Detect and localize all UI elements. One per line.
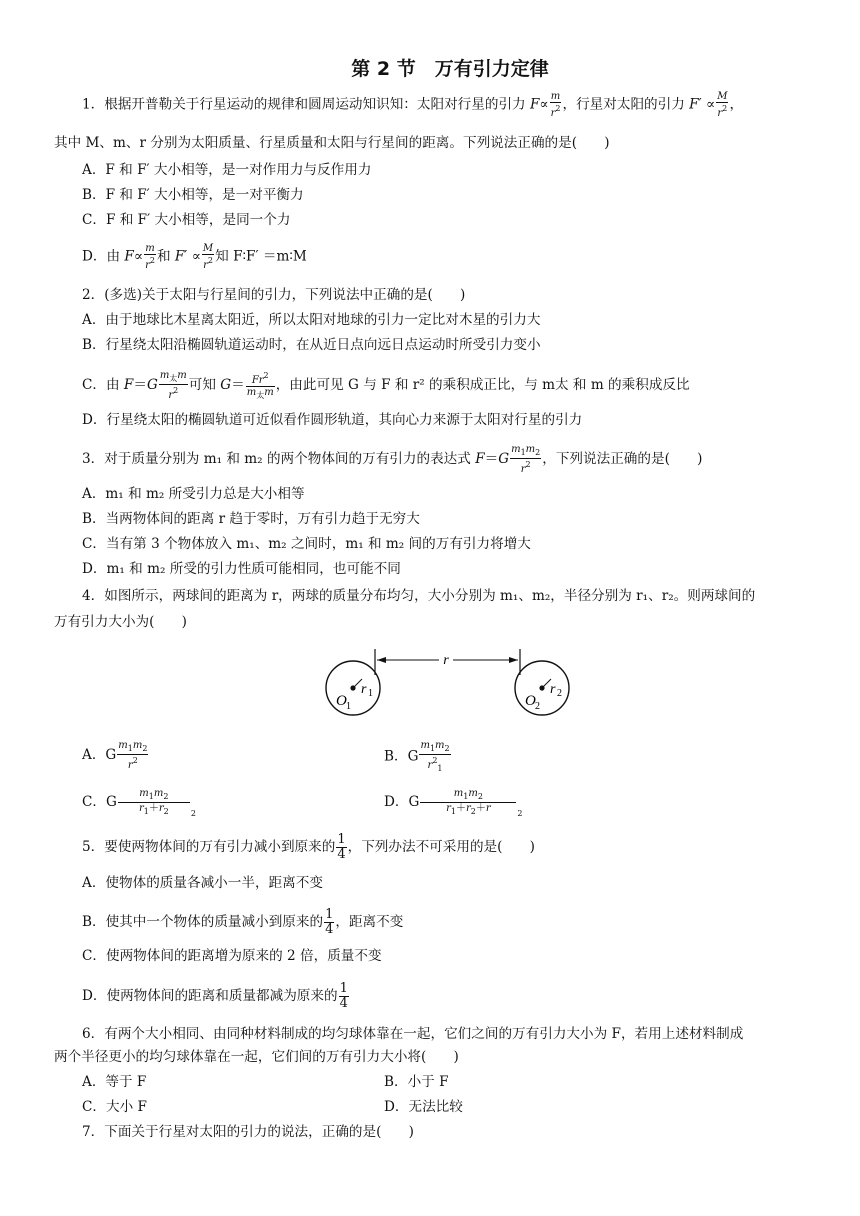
q1-option-d: D．由 F∝ $\frac{m}{r^2}$ 和 F′ ∝ $\frac{M}{r^2}$ 知 F∶F′ ＝m∶M [82,243,307,271]
q3-option-d: D．m₁ 和 m₂ 所受的引力性质可能相同，也可能不同 [82,561,401,577]
q4-option-a: A．G $\frac{m_1m_2}{r^2}$ [82,740,148,771]
q5-option-d: D．使两物体间的距离和质量都减为原来的 $\frac{1}{4}$ [82,981,348,1011]
svg-text:O: O [525,693,536,709]
svg-text:1: 1 [346,701,351,712]
q6-option-c: C．大小 F [82,1099,147,1115]
q1-stem-line1: 1．根据开普勒关于行星运动的规律和圆周运动知识知：太阳对行星的引力 F∝ $\frac{m}{r^2}$ ，行星对太阳的引力 F′ ∝ $\frac{M}{r^2}$ ， [82,91,744,119]
q6-stem-line2: 两个半径更小的均匀球体靠在一起，它们间的万有引力大小将( ) [54,1049,459,1065]
q4-option-d: D．G $\frac{m_1m_2}{r_1+r_2+r}$ $_2$ [384,788,523,818]
svg-text:2: 2 [557,688,562,699]
q7-stem: 7．下面关于行星对太阳的引力的说法，正确的是( ) [82,1124,414,1140]
svg-text:2: 2 [535,701,540,712]
q4-stem-line1: 4．如图所示，两球间的距离为 r，两球的质量分布均匀，大小分别为 m₁、m₂，半径分别为 r₁、r₂。则两球间的 [82,588,756,604]
q6-option-b: B．小于 F [384,1074,449,1090]
q2-stem: 2．(多选)关于太阳与行星间的引力，下列说法中正确的是( ) [82,287,466,303]
q5-option-c: C．使两物体间的距离增为原来的 2 倍，质量不变 [82,948,382,964]
q3-option-a: A．m₁ 和 m₂ 所受引力总是大小相等 [82,486,305,502]
q3-option-c: C．当有第 3 个物体放入 m₁、m₂ 之间时，m₁ 和 m₂ 间的万有引力将增大 [82,536,531,552]
q2-option-d: D．行星绕太阳的椭圆轨道可近似看作圆形轨道，其向心力来源于太阳对行星的引力 [82,412,583,428]
q3-option-b: B．当两物体间的距离 r 趋于零时，万有引力趋于无穷大 [82,511,420,527]
q1-stem-line2: 其中 M、m、r 分别为太阳质量、行星质量和太阳与行星间的距离。下列说法正确的是( ) [54,135,610,151]
q2-option-c: C．由 F＝G $m_太m$ $r^2$ 可知 G＝ Fr$^2$ $m_太m$ ，由此可见 G 与 F 和 r² 的乘积成正比，与 m太 和 m 的乘积成反比 [82,370,690,401]
q6-option-a: A．等于 F [82,1074,147,1090]
q4-stem-line2: 万有引力大小为( ) [54,614,187,630]
q4-option-c: C．G $\frac{m_1m_2}{r_1+r_2}$ $_2$ [82,788,196,818]
q6-stem-line1: 6．有两个大小相同、由同种材料制成的均匀球体靠在一起，它们之间的万有引力大小为 F，若用上述材料制成 [82,1026,744,1042]
q5-option-a: A．使物体的质量各减小一半，距离不变 [82,875,323,891]
q5-stem: 5．要使两物体间的万有引力减小到原来的 $\frac{1}{4}$ ，下列办法不可采用的是( ) [82,832,535,862]
distance-label: r [443,653,449,668]
q4-option-b: B．G $\frac{m_1m_2}{r^2_1}$ [384,740,450,773]
q2-option-a: A．由于地球比木星离太阳近，所以太阳对地球的引力一定比对木星的引力大 [82,312,541,328]
svg-text:O: O [336,693,347,709]
q6-option-d: D．无法比较 [384,1099,463,1115]
q1-option-c: C．F 和 F′ 大小相等，是同一个力 [82,212,291,228]
svg-text:r: r [550,682,556,697]
q1-option-b: B．F 和 F′ 大小相等，是一对平衡力 [82,187,304,203]
q2-option-b: B．行星绕太阳沿椭圆轨道运动时，在从近日点向远日点运动时所受引力变小 [82,337,541,353]
q3-stem: 3．对于质量分别为 m₁ 和 m₂ 的两个物体间的万有引力的表达式 F＝G $\frac{m_1m_2}{r^2}$ ，下列说法正确的是( ) [82,444,703,475]
q1-option-a: A．F 和 F′ 大小相等，是一对作用力与反作用力 [82,162,372,178]
svg-text:r: r [361,682,367,697]
two-spheres-figure [320,645,560,720]
q5-option-b: B．使其中一个物体的质量减小到原来的 $\frac{1}{4}$ ，距离不变 [82,907,404,937]
svg-text:1: 1 [368,688,373,699]
page-title: 第 2 节 万有引力定律 [351,58,549,80]
